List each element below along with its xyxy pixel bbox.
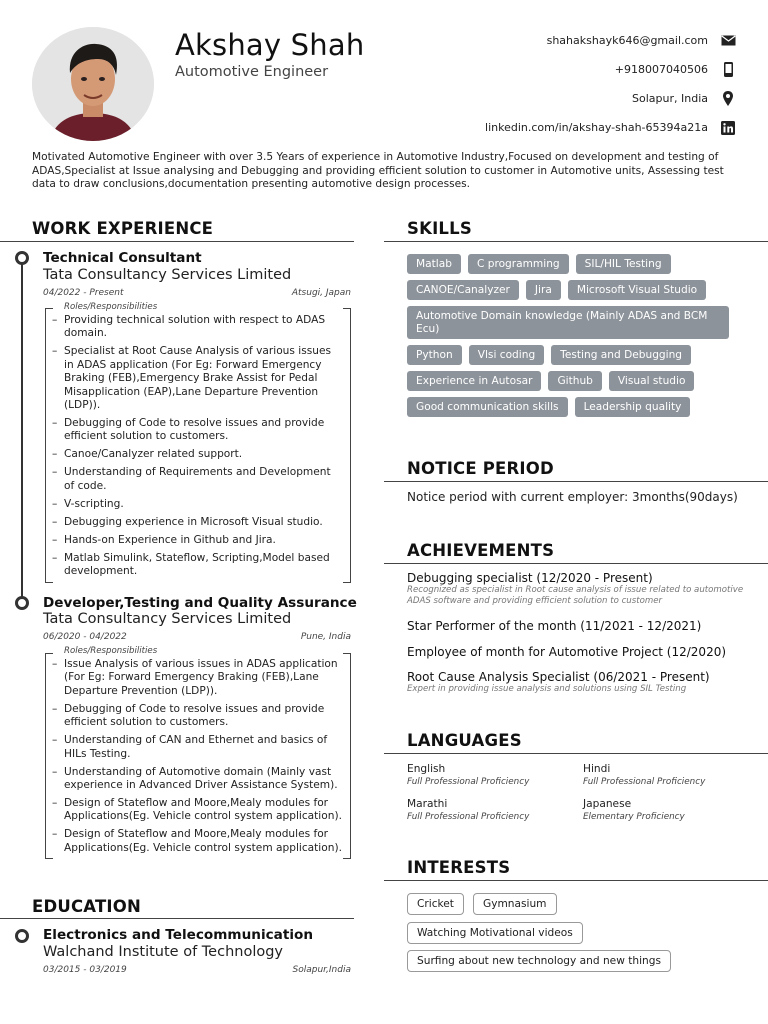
skill-chip: Leadership quality	[575, 397, 691, 417]
section-title-interests: INTERESTS	[407, 858, 511, 877]
language-item	[583, 798, 753, 822]
section-divider	[384, 563, 768, 564]
interest-chip: Watching Motivational videos	[407, 922, 583, 944]
phone-text[interactable]: +918007040506	[614, 63, 708, 76]
interest-chip: Gymnasium	[473, 893, 557, 915]
list-item: – Matlab Simulink, Stateflow, Scripting,Model based development.	[52, 552, 344, 579]
language-level: Elementary Proficiency	[583, 812, 685, 822]
contact-list	[416, 26, 736, 142]
education-location: Solapur,India	[292, 965, 351, 975]
achievement-title: Employee of month for Automotive Project (12/2020)	[407, 645, 727, 659]
skill-chip: SIL/HIL Testing	[576, 254, 671, 274]
list-item: – Specialist at Root Cause Analysis of various issues in ADAS application (For Eg: Forward Emergency Braking (FEB),Emergency Brake Assist for Pedal Misapplication (EAP),Lane Departure Prevention (LDP)).	[52, 345, 344, 412]
skill-chip: Github	[548, 371, 601, 391]
list-item: – Design of Stateflow and Moore,Mealy modules for Applications(Eg. Vehicle control system application).	[52, 797, 344, 824]
list-item: – Understanding of CAN and Ethernet and basics of HILs Testing.	[52, 734, 344, 761]
section-divider	[0, 918, 354, 919]
achievement-description: Recognized as specialist in Root cause analysis of issue related to automotive ADAS software and providing efficient solution to customer	[407, 585, 744, 606]
roles-label: Roles/Responsibilities	[64, 646, 158, 656]
achievement-item	[407, 619, 747, 633]
timeline-dot	[15, 596, 29, 610]
skill-chip: Experience in Autosar	[407, 371, 541, 391]
section-divider	[384, 241, 768, 242]
list-item: – Understanding of Automotive domain (Mainly vast experience in Advanced Driver Assistance System).	[52, 766, 344, 793]
section-title-achievements: ACHIEVEMENTS	[407, 541, 555, 560]
language-item	[407, 798, 577, 822]
email-text[interactable]: shahakshayk646@gmail.com	[546, 34, 708, 47]
skill-chip: C programming	[468, 254, 569, 274]
language-item	[407, 763, 577, 787]
achievement-item	[407, 645, 747, 659]
contact-email[interactable]	[416, 26, 736, 55]
job-company: Tata Consultancy Services Limited	[43, 267, 292, 283]
timeline-dot	[15, 251, 29, 265]
language-item	[583, 763, 753, 787]
job-title: Technical Consultant	[43, 250, 202, 266]
job-company: Tata Consultancy Services Limited	[43, 611, 292, 627]
contact-location	[416, 84, 736, 113]
list-item: – Debugging of Code to resolve issues and provide efficient solution to customers.	[52, 417, 344, 444]
achievement-description: Expert in providing issue analysis and solutions using SIL Testing	[407, 684, 687, 694]
task-list	[52, 658, 344, 860]
skill-chip: Automotive Domain knowledge (Mainly ADAS and BCM Ecu)	[407, 306, 729, 339]
education-school: Walchand Institute of Technology	[43, 944, 284, 960]
list-item: – Hands-on Experience in Github and Jira.	[52, 534, 344, 547]
section-divider	[384, 481, 768, 482]
language-name: Japanese	[583, 798, 632, 810]
job-dates: 06/2020 - 04/2022	[43, 632, 127, 642]
education-degree: Electronics and Telecommunication	[43, 927, 314, 943]
language-level: Full Professional Proficiency	[583, 777, 706, 787]
phone-icon	[720, 62, 736, 78]
timeline-dot	[15, 929, 29, 943]
achievement-title: Root Cause Analysis Specialist (06/2021 - Present)	[407, 670, 710, 684]
interest-chip: Cricket	[407, 893, 464, 915]
skill-chip: Vlsi coding	[469, 345, 544, 365]
section-title-languages: LANGUAGES	[407, 731, 522, 750]
language-name: Hindi	[583, 763, 611, 775]
skill-chip: Visual studio	[609, 371, 695, 391]
list-item: – Canoe/Canalyzer related support.	[52, 448, 344, 461]
contact-linkedin[interactable]	[416, 113, 736, 142]
skill-chip: Python	[407, 345, 462, 365]
job-title: Developer,Testing and Quality Assurance	[43, 595, 357, 611]
section-title-notice: NOTICE PERIOD	[407, 459, 554, 478]
skills-list	[407, 254, 737, 417]
language-name: Marathi	[407, 798, 448, 810]
job-location: Atsugi, Japan	[291, 288, 351, 298]
section-title-work: WORK EXPERIENCE	[32, 219, 214, 238]
profile-photo	[32, 27, 154, 141]
section-divider	[384, 880, 768, 881]
job-dates: 04/2022 - Present	[43, 288, 124, 298]
skill-chip: Microsoft Visual Studio	[568, 280, 706, 300]
contact-phone[interactable]	[416, 55, 736, 84]
envelope-icon	[720, 33, 736, 49]
location-icon	[720, 91, 736, 107]
language-level: Full Professional Proficiency	[407, 777, 530, 787]
section-divider	[0, 241, 354, 242]
skill-chip: Matlab	[407, 254, 461, 274]
list-item: – V-scripting.	[52, 498, 344, 511]
task-list	[52, 314, 344, 583]
section-title-education: EDUCATION	[32, 897, 141, 916]
list-item: – Issue Analysis of various issues in ADAS application (For Eg: Forward Emergency Braking (FEB),Lane Departure Prevention (LDP)).	[52, 658, 344, 698]
linkedin-icon	[720, 120, 736, 136]
list-item: – Design of Stateflow and Moore,Mealy modules for Applications(Eg. Vehicle control system application).	[52, 828, 344, 855]
section-divider	[384, 753, 768, 754]
achievement-title: Star Performer of the month (11/2021 - 12/2021)	[407, 619, 702, 633]
skill-chip: Jira	[526, 280, 561, 300]
list-item: – Providing technical solution with respect to ADAS domain.	[52, 314, 344, 341]
profile-summary: Motivated Automotive Engineer with over 3.5 Years of experience in Automotive Industry,Focused on development and testing of ADAS,Specialist at Issue analysing and Debugging and providing efficient solution to customer in Automotive units, Assessing test data to draw conclusions,documentation presenting automotive design processes.	[32, 151, 724, 191]
section-title-skills: SKILLS	[407, 219, 472, 238]
list-item: – Understanding of Requirements and Development of code.	[52, 466, 344, 493]
interest-chip: Surfing about new technology and new things	[407, 950, 671, 972]
skill-chip: Testing and Debugging	[551, 345, 691, 365]
list-item: – Debugging of Code to resolve issues and provide efficient solution to customers.	[52, 703, 344, 730]
achievement-item	[407, 670, 747, 695]
location-text: Solapur, India	[632, 92, 708, 105]
achievement-item	[407, 571, 747, 607]
candidate-name: Akshay Shah	[175, 28, 365, 62]
candidate-job-title: Automotive Engineer	[175, 64, 329, 80]
skill-chip: Good communication skills	[407, 397, 568, 417]
education-dates: 03/2015 - 03/2019	[43, 965, 127, 975]
language-level: Full Professional Proficiency	[407, 812, 530, 822]
notice-period-text: Notice period with current employer: 3months(90days)	[407, 490, 738, 504]
achievement-title: Debugging specialist (12/2020 - Present)	[407, 571, 653, 585]
job-location: Pune, India	[300, 632, 351, 642]
roles-label: Roles/Responsibilities	[64, 302, 158, 312]
list-item: – Debugging experience in Microsoft Visual studio.	[52, 516, 344, 529]
timeline-line	[21, 264, 23, 604]
linkedin-text[interactable]: linkedin.com/in/akshay-shah-65394a21a	[485, 121, 708, 134]
language-name: English	[407, 763, 446, 775]
skill-chip: CANOE/Canalyzer	[407, 280, 519, 300]
